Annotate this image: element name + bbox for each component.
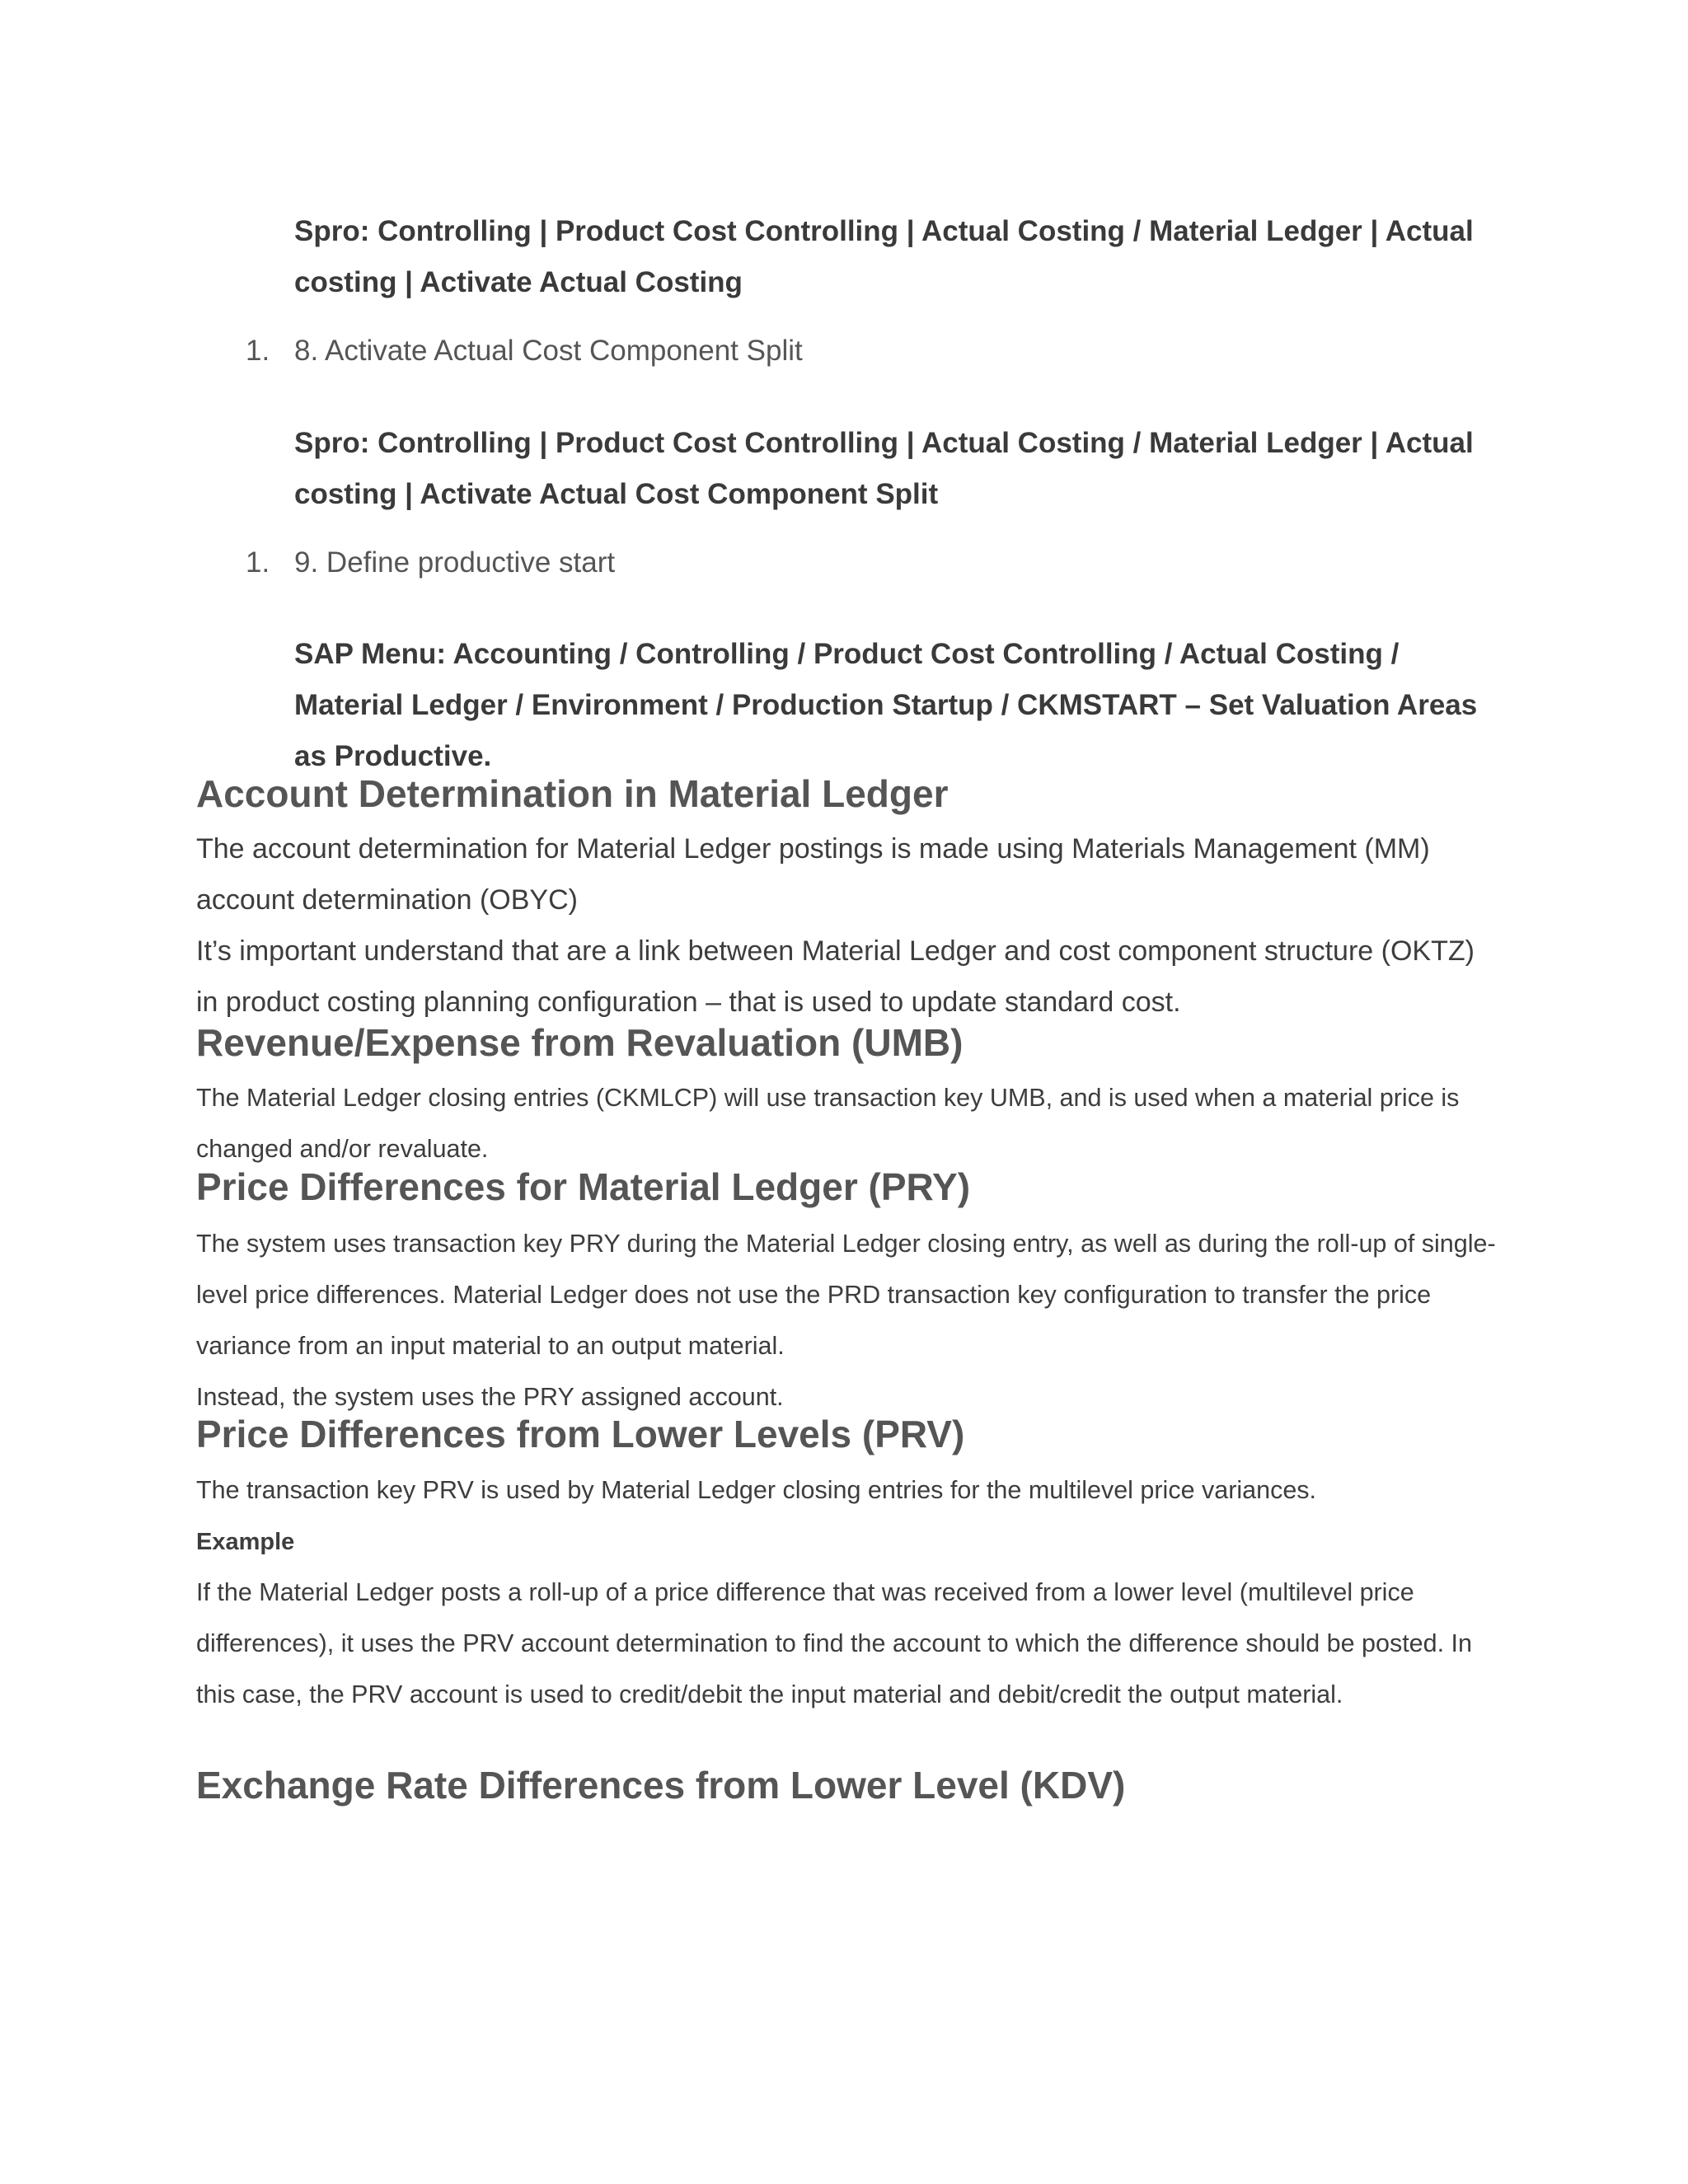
list-number: 1. <box>246 335 270 367</box>
list-item-define-productive-start <box>246 542 615 583</box>
heading-price-differences-prv: Price Differences from Lower Levels (PRV) <box>196 1413 965 1455</box>
sap-menu-path-ckmstart: SAP Menu: Accounting / Controlling / Product Cost Controlling / Actual Costing / Material Ledger / Environment / Production Startup / CKMSTART – Set Valuation Areas as Productive. <box>294 638 1478 772</box>
paragraph-account-determination-oktz: It’s important understand that are a link between Material Ledger and cost component structure (OKTZ) in product costing planning configuration – that is used to update standard cost. <box>196 935 1475 1018</box>
paragraph-pry-assigned-account: Instead, the system uses the PRY assigned account. <box>196 1383 784 1411</box>
heading-exchange-rate-kdv: Exchange Rate Differences from Lower Level (KDV) <box>196 1764 1126 1807</box>
list-item-activate-cost-component-split <box>246 330 803 372</box>
list-number: 1. <box>246 546 270 579</box>
paragraph-price-differences-prv: The transaction key PRV is used by Material Ledger closing entries for the multilevel price variances. <box>196 1476 1317 1504</box>
paragraph-example-prv: If the Material Ledger posts a roll-up of a price difference that was received from a lower level (multilevel price differences), it uses the PRV account determination to find the account to which the difference should be posted. In this case, the PRV account is used to credit/debit the input material and debit/credit the output material. <box>196 1578 1472 1708</box>
list-item-text: 8. Activate Actual Cost Component Split <box>294 335 803 367</box>
paragraph-account-determination-obyc: The account determination for Material Ledger postings is made using Materials Management (MM) account determination (OBYC) <box>196 833 1430 916</box>
config-path-activate-cost-component-split: Spro: Controlling | Product Cost Controlling | Actual Costing / Material Ledger | Actual costing | Activate Actual Cost Component Split <box>294 427 1474 510</box>
paragraph-price-differences-pry: The system uses transaction key PRY during the Material Ledger closing entry, as well as during the roll-up of single-level price differences. Material Ledger does not use the PRD transaction key configuration to transfer the price variance from an input material to an output material. <box>196 1230 1496 1360</box>
paragraph-revaluation-umb: The Material Ledger closing entries (CKMLCP) will use transaction key UMB, and is used when a material price is changed and/or revaluate. <box>196 1084 1460 1163</box>
list-item-text: 9. Define productive start <box>294 546 616 579</box>
heading-account-determination: Account Determination in Material Ledger <box>196 772 949 815</box>
example-label: Example <box>196 1529 295 1555</box>
heading-price-differences-pry: Price Differences for Material Ledger (PRY) <box>196 1165 971 1208</box>
heading-revaluation-umb: Revenue/Expense from Revaluation (UMB) <box>196 1021 964 1064</box>
config-path-activate-actual-costing: Spro: Controlling | Product Cost Controlling | Actual Costing / Material Ledger | Actual costing | Activate Actual Costing <box>294 215 1474 298</box>
